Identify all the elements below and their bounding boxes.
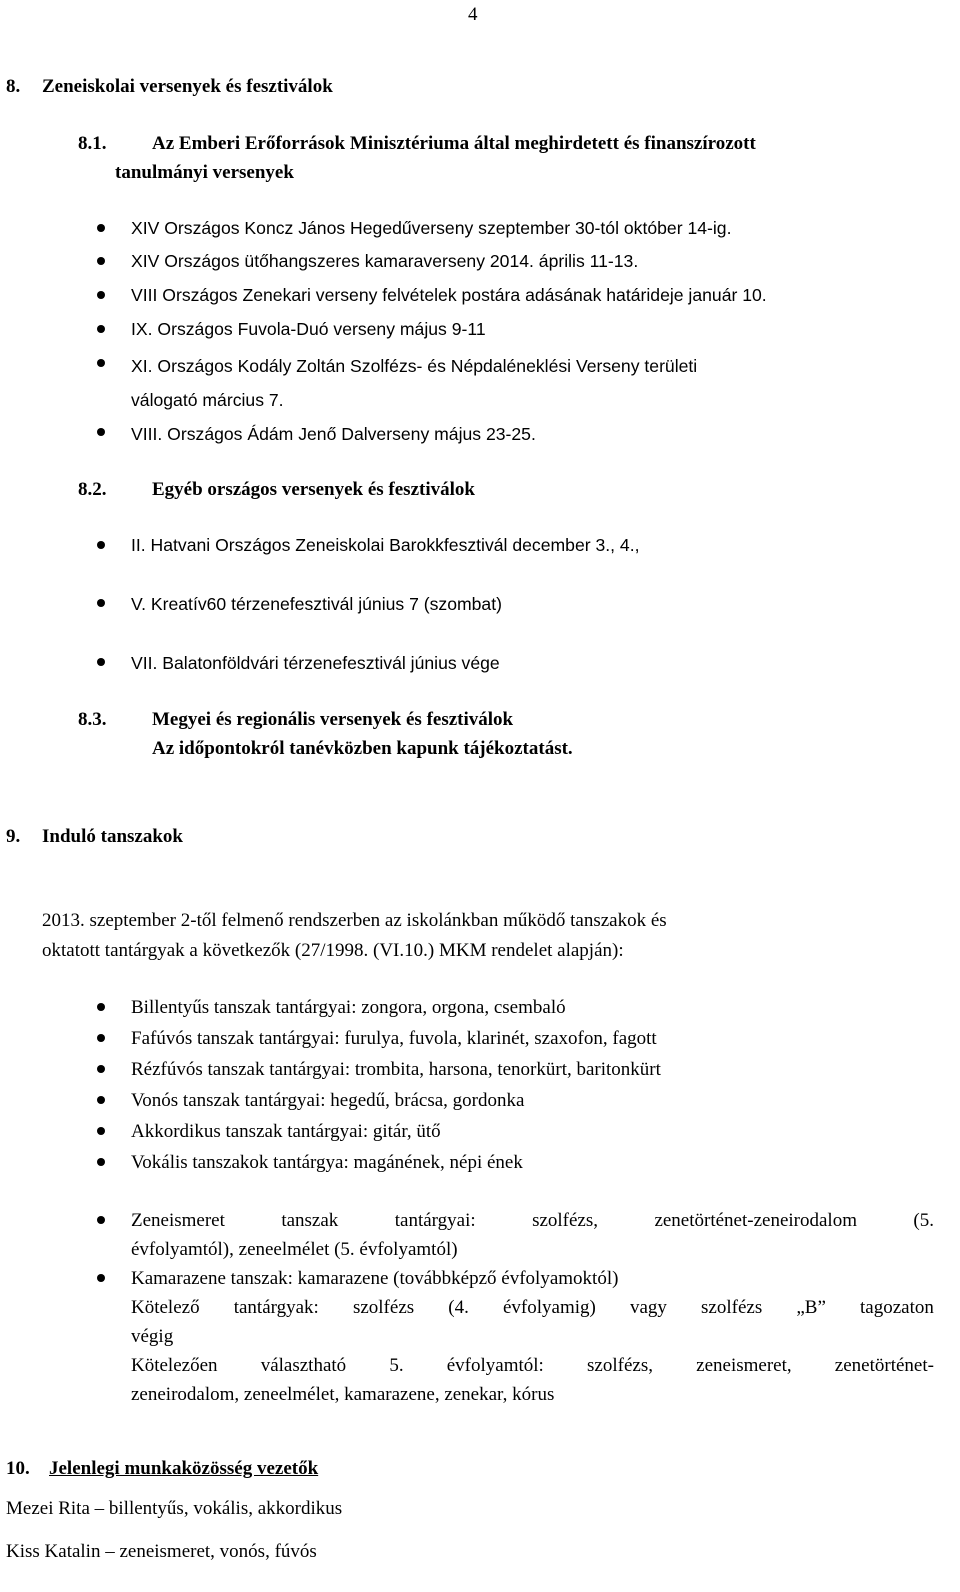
section-8-1-title-cont: tanulmányi versenyek xyxy=(115,162,294,183)
competition-item-cont: válogató március 7. xyxy=(131,390,284,410)
bullet-icon xyxy=(97,325,105,333)
section-10-number: 10. xyxy=(6,1458,30,1479)
subject-item: Akkordikus tanszak tantárgyai: gitár, ütő xyxy=(131,1121,441,1142)
festival-item: V. Kreatív60 térzenefesztivál június 7 (szombat) xyxy=(131,594,502,614)
bullet-icon xyxy=(97,1065,105,1073)
leader-item: Kiss Katalin – zeneismeret, vonós, fúvós xyxy=(6,1541,317,1562)
section-8-title: Zeneiskolai versenyek és fesztiválok xyxy=(42,76,333,97)
bullet-icon xyxy=(97,1127,105,1135)
bullet-icon xyxy=(97,541,105,549)
bullet-icon xyxy=(97,291,105,299)
subject-item: Vonós tanszak tantárgyai: hegedű, brácsa, gordonka xyxy=(131,1090,525,1111)
subject-item: Rézfúvós tanszak tantárgyai: trombita, harsona, tenorkürt, baritonkürt xyxy=(131,1059,661,1080)
bullet-icon xyxy=(97,658,105,666)
festival-item: VII. Balatonföldvári térzenefesztivál június vége xyxy=(131,653,500,673)
subject-item-kamarazene: Kamarazene tanszak: kamarazene (továbbképző évfolyamoktól) xyxy=(131,1268,619,1289)
section-9-intro-cont: oktatott tantárgyak a következők (27/1998. (VI.10.) MKM rendelet alapján): xyxy=(42,940,624,961)
section-8-1-number: 8.1. xyxy=(78,133,107,154)
competition-item: XIV Országos ütőhangszeres kamaraverseny 2014. április 11-13. xyxy=(131,251,639,271)
competition-item: VIII. Országos Ádám Jenő Dalverseny május 23-25. xyxy=(131,424,536,444)
section-8-3-title: Megyei és regionális versenyek és fesztiválok xyxy=(152,709,514,730)
competition-item: XI. Országos Kodály Zoltán Szolfézs- és Népdaléneklési Verseny területi xyxy=(131,356,698,376)
competition-item: XIV Országos Koncz János Hegedűverseny szeptember 30-tól október 14-ig. xyxy=(131,218,732,238)
competition-item: VIII Országos Zenekari verseny felvételek postára adásának határideje január 10. xyxy=(131,285,767,305)
bullet-icon xyxy=(97,1096,105,1104)
section-9-number: 9. xyxy=(6,826,21,847)
section-8-3-subtitle: Az időpontokról tanévközben kapunk tájékoztatást. xyxy=(152,738,573,759)
kotelezo-tantargyak: Kötelező tantárgyak: szolfézs (4. évfolyamig) vagy szolfézs „B” tagozaton xyxy=(131,1297,934,1318)
section-8-3-number: 8.3. xyxy=(78,709,107,730)
bullet-icon xyxy=(97,599,105,607)
section-8-number: 8. xyxy=(6,76,21,97)
subject-item-zeneismeret: Zeneismeret tanszak tantárgyai: szolfézs, zenetörténet-zeneirodalom (5. xyxy=(131,1210,934,1231)
kotelezo-tantargyak-cont: végig xyxy=(131,1326,174,1347)
subject-item-zeneismeret-cont: évfolyamtól), zeneelmélet (5. évfolyamtól) xyxy=(131,1239,458,1260)
bullet-icon xyxy=(97,1003,105,1011)
section-9-intro: 2013. szeptember 2-től felmenő rendszerben az iskolánkban működő tanszakok és xyxy=(42,910,667,931)
bullet-icon xyxy=(97,428,105,436)
section-8-1-title: Az Emberi Erőforrások Minisztériuma által meghirdetett és finanszírozott xyxy=(152,133,756,154)
section-10-title: Jelenlegi munkaközösség vezetők xyxy=(49,1458,319,1479)
bullet-icon xyxy=(97,224,105,232)
bullet-icon xyxy=(97,1158,105,1166)
bullet-icon xyxy=(97,1274,105,1282)
page-number: 4 xyxy=(468,4,478,25)
subject-item: Billentyűs tanszak tantárgyai: zongora, orgona, csembaló xyxy=(131,997,566,1018)
festival-item: II. Hatvani Országos Zeneiskolai Barokkfesztivál december 3., 4., xyxy=(131,535,640,555)
section-8-2-title: Egyéb országos versenyek és fesztiválok xyxy=(152,479,475,500)
bullet-icon xyxy=(97,257,105,265)
subject-item: Fafúvós tanszak tantárgyai: furulya, fuvola, klarinét, szaxofon, fagott xyxy=(131,1028,657,1049)
section-9-title: Induló tanszakok xyxy=(42,826,183,847)
kotelezoen-valaszthato-cont: zeneirodalom, zeneelmélet, kamarazene, zenekar, kórus xyxy=(131,1384,555,1405)
kotelezoen-valaszthato: Kötelezően választható 5. évfolyamtól: szolfézs, zeneismeret, zenetörténet- xyxy=(131,1355,934,1376)
bullet-icon xyxy=(97,359,105,367)
section-8-2-number: 8.2. xyxy=(78,479,107,500)
leader-item: Mezei Rita – billentyűs, vokális, akkordikus xyxy=(6,1498,343,1519)
bullet-icon xyxy=(97,1216,105,1224)
competition-item: IX. Országos Fuvola-Duó verseny május 9-11 xyxy=(131,319,486,339)
bullet-icon xyxy=(97,1034,105,1042)
subject-item: Vokális tanszakok tantárgya: magánének, népi ének xyxy=(131,1152,523,1173)
